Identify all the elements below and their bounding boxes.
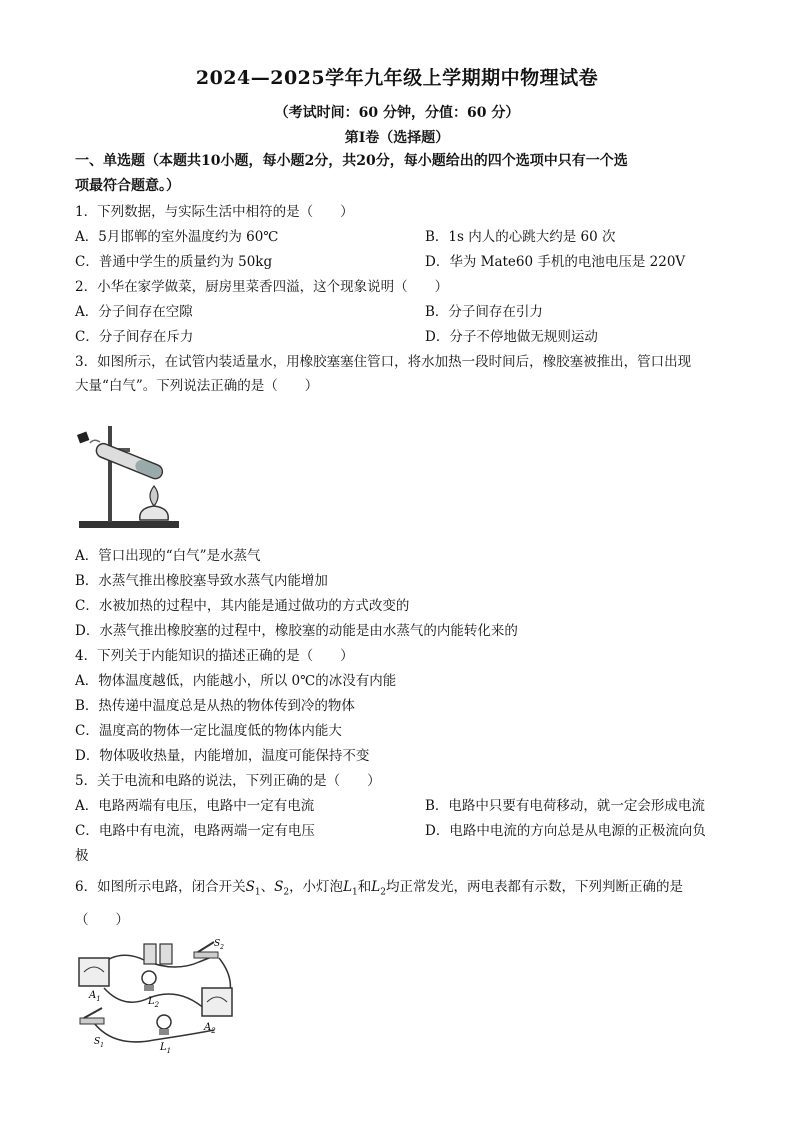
- q4-option-c: C．温度高的物体一定比温度低的物体内能大: [75, 723, 342, 739]
- circuit-figure: [74, 938, 244, 1058]
- ammeter-a2: [202, 988, 232, 1016]
- label-s1: $S_1$: [94, 1037, 104, 1049]
- q5-option-b: B．电路中只要有电荷移动，就一定会形成电流: [425, 798, 705, 814]
- question-4-stem: 4．下列关于内能知识的描述正确的是（ ）: [75, 648, 354, 664]
- stand-rod: [108, 426, 112, 522]
- question-1-stem: 1．下列数据，与实际生活中相符的是（ ）: [75, 204, 354, 220]
- test-tube: [94, 442, 164, 481]
- switch-s2: [194, 952, 218, 958]
- q2-option-c: C．分子间存在斥力: [75, 329, 194, 345]
- q1-option-b: B．1s 内人的心跳大约是 60 次: [425, 229, 616, 245]
- q1-option-a: A．5月邯郸的室外温度约为 60℃: [75, 229, 279, 245]
- test-tube-heating-figure: [74, 408, 184, 533]
- bulb-l2: [142, 971, 156, 985]
- q3-option-d: D．水蒸气推出橡胶塞的过程中，橡胶塞的动能是由水蒸气的内能转化来的: [75, 623, 518, 639]
- question-5-stem: 5．关于电流和电路的说法，下列正确的是（ ）: [75, 773, 381, 789]
- label-a2: $A_2$: [204, 1022, 216, 1035]
- exam-info: （考试时间：60 分钟，分值：60 分）: [274, 105, 520, 121]
- q1-option-c: C．普通中学生的质量约为 50kg: [75, 254, 273, 270]
- battery-cell: [144, 944, 156, 964]
- white-vapor: [90, 440, 100, 443]
- q5-option-a: A．电路两端有电压，电路中一定有电流: [75, 798, 315, 814]
- label-l2: $L_2$: [148, 996, 160, 1009]
- q5-option-d-wrap: 极: [75, 848, 89, 864]
- question-2-stem: 2．小华在家学做菜，厨房里菜香四溢，这个现象说明（ ）: [75, 279, 449, 295]
- question-6-stem: 6．如图所示电路，闭合开关$S_1$、$S_2$，小灯泡$L_1$和$L_2$均正常发光，两电表都有示数，下列判断正确的是: [75, 879, 683, 898]
- q1-option-d: D．华为 Mate60 手机的电池电压是 220V: [425, 254, 686, 270]
- rubber-stopper: [77, 432, 89, 444]
- q3-option-c: C．水被加热的过程中，其内能是通过做功的方式改变的: [75, 598, 410, 614]
- q4-option-d: D．物体吸收热量，内能增加，温度可能保持不变: [75, 748, 370, 764]
- q2-option-b: B．分子间存在引力: [425, 304, 543, 320]
- bulb-l1: [157, 1015, 171, 1029]
- q2-option-d: D．分子不停地做无规则运动: [425, 329, 598, 345]
- question-6-stem-line2: （ ）: [75, 912, 129, 928]
- q2-option-a: A．分子间存在空隙: [75, 304, 193, 320]
- section-heading-line2: 项最符合题意。）: [75, 178, 180, 194]
- q4-option-a: A．物体温度越低，内能越小，所以 0℃的冰没有内能: [75, 673, 397, 689]
- alcohol-lamp: [140, 506, 168, 520]
- q3-option-b: B．水蒸气推出橡胶塞导致水蒸气内能增加: [75, 573, 328, 589]
- label-l1: $L_1$: [160, 1042, 172, 1055]
- stand-base: [79, 521, 179, 528]
- ammeter-a1: [79, 958, 109, 986]
- q3-option-a: A．管口出现的“白气”是水蒸气: [75, 548, 261, 564]
- q5-option-d: D．电路中电流的方向总是从电源的正极流向负: [425, 823, 706, 839]
- wire: [94, 1023, 214, 1042]
- page-title: 2024—2025学年九年级上学期期中物理试卷: [195, 67, 599, 89]
- question-3-stem-line1: 3．如图所示，在试管内装适量水，用橡胶塞塞住管口，将水加热一段时间后，橡胶塞被推出，管口出现: [75, 354, 692, 370]
- switch-s1: [80, 1018, 104, 1024]
- q4-option-b: B．热传递中温度总是从热的物体传到冷的物体: [75, 698, 355, 714]
- part-title: 第Ⅰ卷（选择题）: [344, 130, 450, 146]
- q5-option-c: C．电路中有电流，电路两端一定有电压: [75, 823, 315, 839]
- section-heading: [75, 149, 725, 199]
- label-a1: $A_1$: [89, 990, 101, 1003]
- battery-cell: [160, 944, 172, 964]
- label-s2: $S_2$: [214, 939, 224, 951]
- flame: [150, 486, 158, 506]
- section-heading-line1: 一、单选题（本题共10小题，每小题2分，共20分，每小题给出的四个选项中只有一个选: [75, 153, 628, 169]
- question-3-stem-line2: 大量“白气”。下列说法正确的是（ ）: [75, 378, 319, 394]
